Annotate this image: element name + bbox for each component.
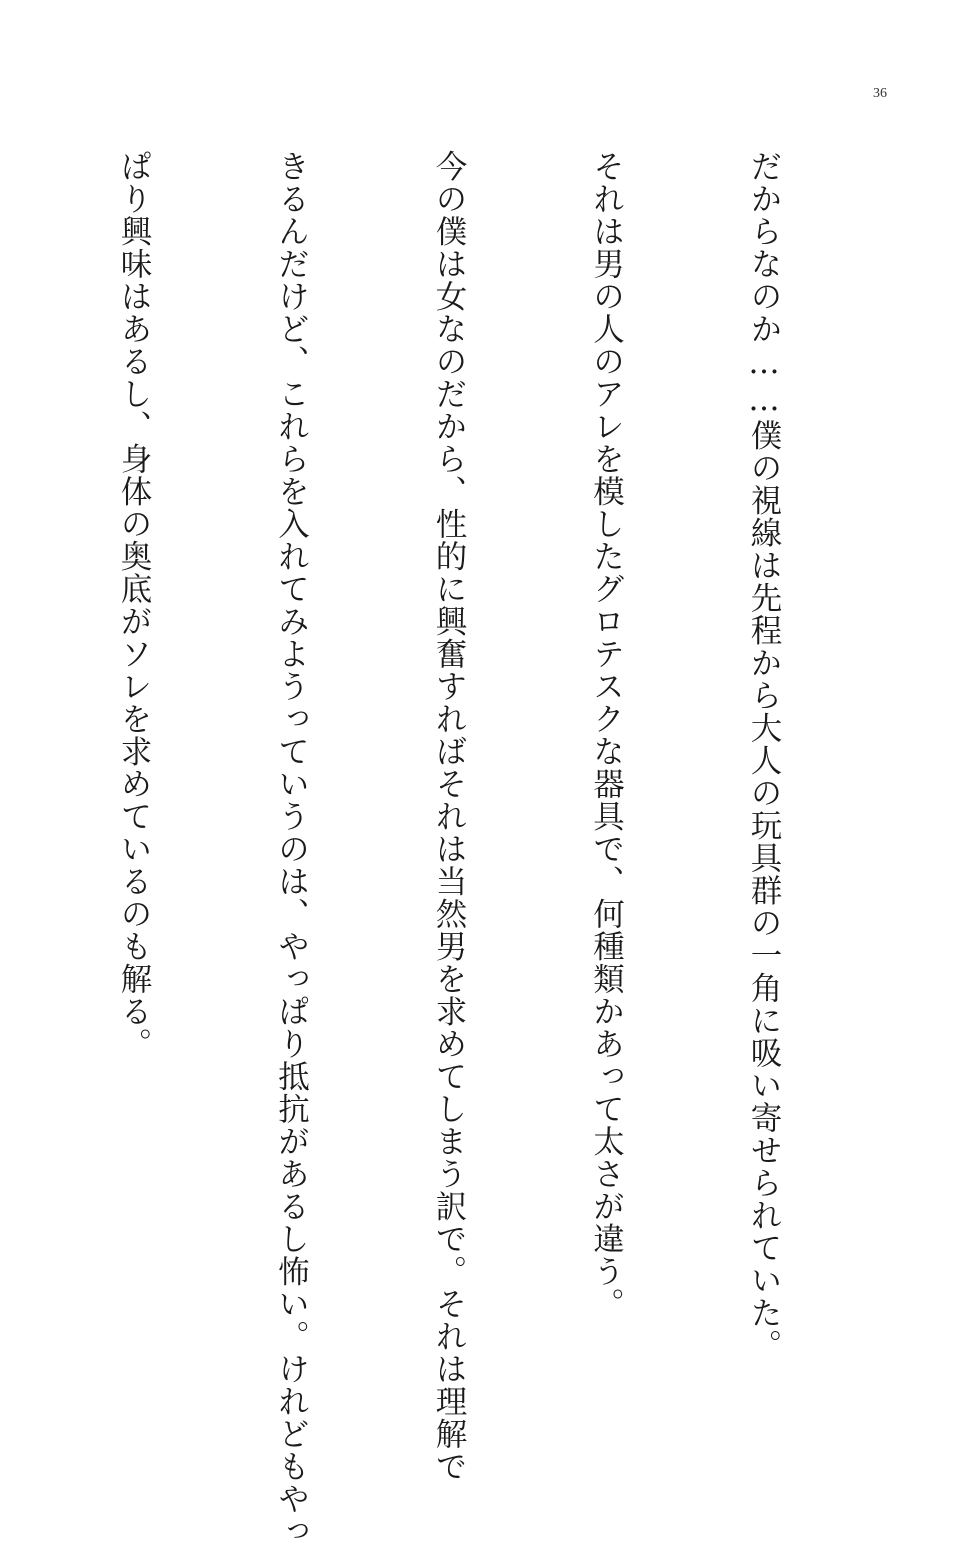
- text-line: それは男の人のアレを模したグロテスクな器具で、何種類かあって太さが違う。: [588, 150, 625, 1320]
- text-line: ぱり興味はあるし、身体の奥底がソレを求めているのも解る。: [116, 150, 152, 1060]
- text-line: だからなのか……僕の視線は先程から大人の玩具群の一角に吸い寄せられていた。: [746, 150, 782, 1362]
- vertical-text-body: [0, 150, 895, 1548]
- text-line: きるんだけど、これらを入れてみようっていうのは、やっぱり抵抗があるし怖い。けれどもやっ: [273, 150, 310, 1548]
- dialogue-line: [0, 150, 3, 1310]
- text-line: 今の僕は女なのだから、性的に興奮すればそれは当然男を求めてしまう訳で。それは理解で: [431, 150, 467, 1483]
- page-number: 36: [873, 86, 887, 101]
